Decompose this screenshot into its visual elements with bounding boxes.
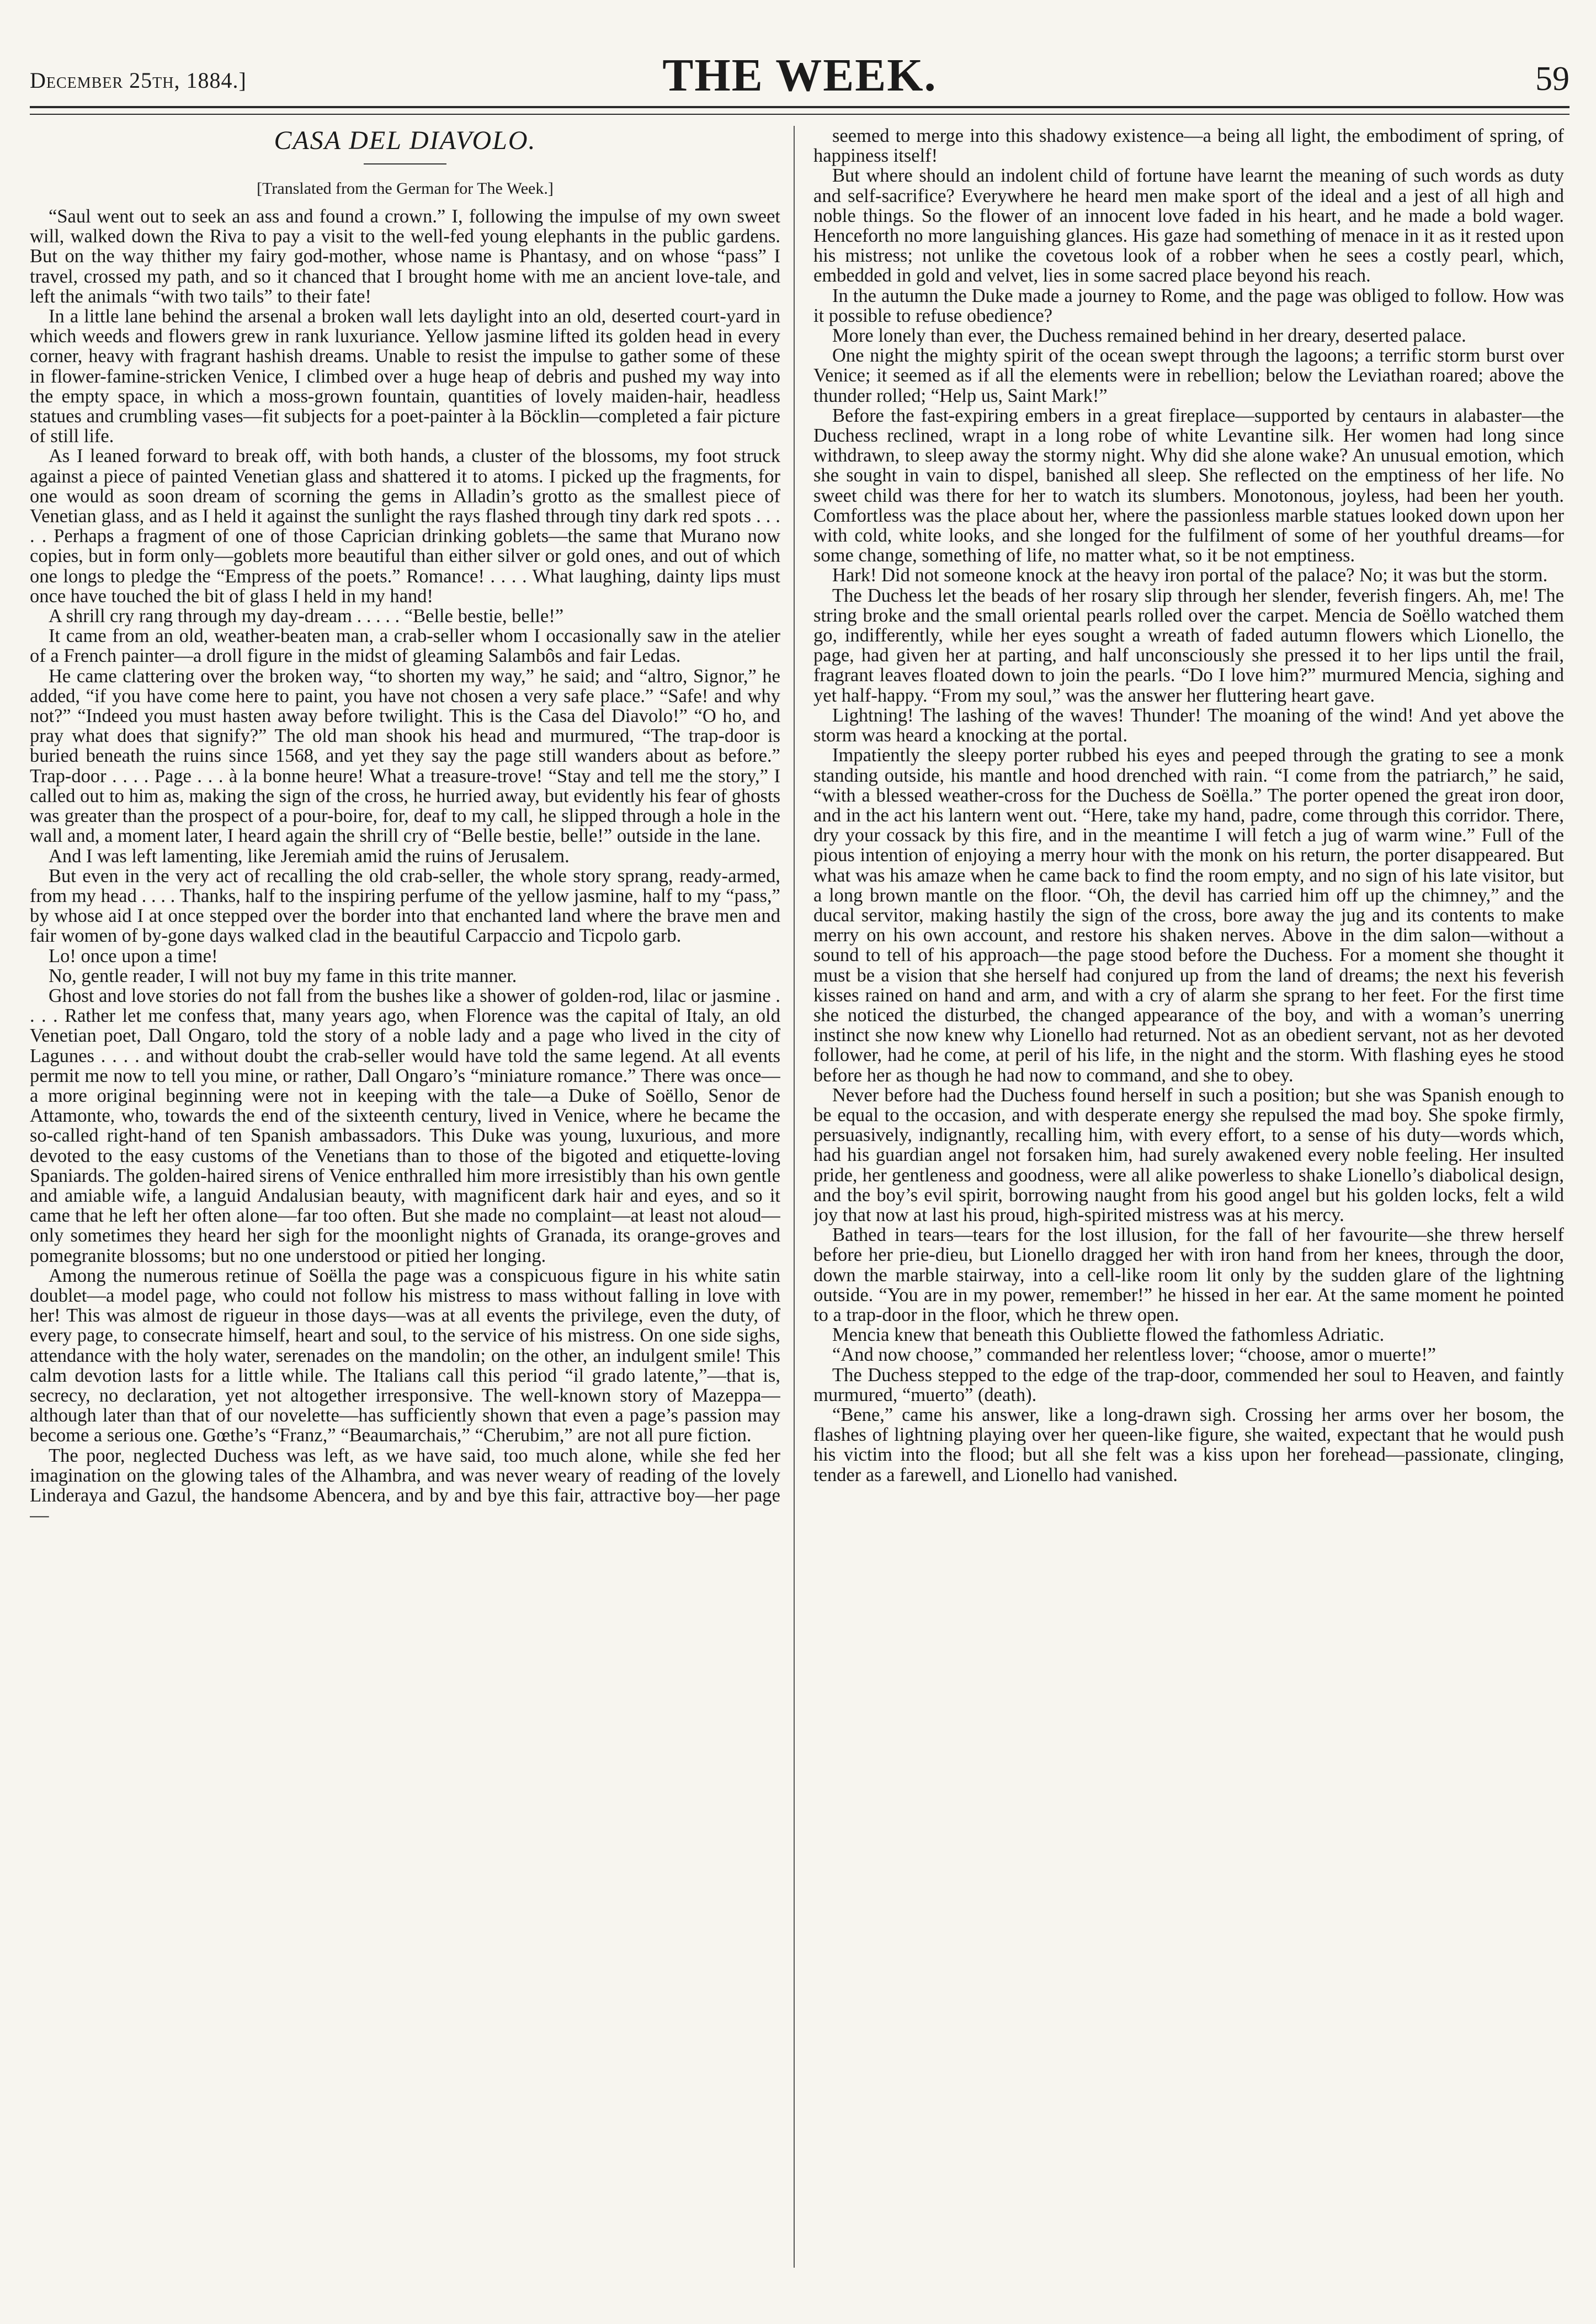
article-subtitle: [Translated from the German for The Week.] — [257, 179, 554, 198]
paragraph: seemed to merge into this shadowy existence—a being all light, the embodiment of spring, of happiness itself! — [813, 126, 1564, 167]
column-divider — [794, 126, 795, 2268]
paragraph: It came from an old, weather-beaten man, a crab-seller whom I occasionally saw in the atelier of a French painter—a droll figure in the midst of gleaming Salambôs and fair Ledas. — [30, 625, 780, 667]
paragraph: Mencia knew that beneath this Oubliette flowed the fathomless Adriatic. — [832, 1324, 1385, 1346]
right-column — [813, 126, 1564, 2279]
paragraph: The poor, neglected Duchess was left, as we have said, too much alone, while she fed her imagination on the glowing tales of the Alhambra, and was never weary of reading of the lovely Linderaya and Gazul, the handsome Abencera, and by and bye this fair, attractive boy—her page— — [30, 1445, 780, 1526]
paragraph: “Saul went out to seek an ass and found a crown.” I, following the impulse of my own sweet will, walked down the Riva to pay a visit to the well-fed young elephants in the public gardens. But on the way thither my fairy god-mother, whose name is Phantasy, and on whose “pass” I travel, crossed my path, and so it chanced that I brought home with me an ancient love-tale, and left the animals “with two tails” to their fate! — [30, 206, 780, 307]
paragraph: He came clattering over the broken way, “to shorten my way,” he said; and “altro, Signor,” he added, “if you have come here to paint, you have not chosen a very safe place.” “Safe! and why not?” “Indeed you must hasten away before twilight. This is the Casa del Diavolo!” “O ho, and pray what does that signify?” The old man shook his head and murmured, “The trap-door is buried beneath the ruins since 1568, and yet they say the page still wanders about as before.” Trap-door . . . . Page . . . à la bonne heure! What a treasure-trove! “Stay and tell me the story,” I called out to him as, making the sign of the cross, he hurried away, but evidently his fear of ghosts was greater than the prospect of a pour-boire, for, deaf to my call, he slipped through a hole in the wall and, a moment later, I heard again the shrill cry of “Belle bestie, belle!” outside in the lane. — [30, 665, 780, 847]
paragraph: In the autumn the Duke made a journey to Rome, and the page was obliged to follow. How was it possible to refuse obedience? — [813, 285, 1564, 326]
right-column-body — [813, 126, 1564, 1485]
header-rule-thin — [30, 114, 1570, 115]
header-rule — [30, 106, 1570, 108]
paragraph: The Duchess stepped to the edge of the trap-door, commended her soul to Heaven, and faintly murmured, “muerto” (death). — [813, 1364, 1564, 1405]
paragraph: The Duchess let the beads of her rosary slip through her slender, feverish fingers. Ah, me! The string broke and the small oriental pearls rolled over the carpet. Mencia de Soëllo watched them go, indifferently, while her eyes sought a wreath of faded autumn flowers which Lionello, the page, had given her at parting, and half unconsciously she pressed it to her lips until the frail, fragrant leaves floated down to join the pearls. “Do I love him?” murmured Mencia, sighing and yet half-happy. “From my soul,” was the answer her fluttering heart gave. — [813, 585, 1564, 706]
publication-title: THE WEEK. — [662, 50, 937, 101]
paragraph: “And now choose,” commanded her relentless lover; “choose, amor o muerte!” — [832, 1344, 1437, 1366]
paragraph: Bathed in tears—tears for the lost illusion, for the fall of her favourite—she threw herself before her prie-dieu, but Lionello dragged her with iron hand from her knees, through the door, down the marble stairway, into a cell-like room lit only by the sudden glare of the lightning outside. “You are in my power, remember!” he hissed in her ear. At the same moment he pointed to a trap-door in the floor, which he threw open. — [813, 1224, 1564, 1325]
paragraph: Impatiently the sleepy porter rubbed his eyes and peeped through the grating to see a monk standing outside, his mantle and hood drenched with rain. “I come from the patriarch,” he said, “with a blessed weather-cross for the Duchess de Soëlla.” The porter opened the great iron door, and in the act his lantern went out. “Here, take my hand, padre, come through this corridor. There, dry your cossack by this fire, and in the meantime I will fetch a jug of warm wine.” Full of the pious intention of enjoying a merry hour with the monk on his return, the porter disappeared. But what was his amaze when he came back to find the room empty, and no sign of his late visitor, but a long brown mantle on the floor. “Oh, the devil has carried him off up the chimney,” and the ducal servitor, making hastily the sign of the cross, bore away the jug and its contents to make merry on his own account, and restore his shaken nerves. Above in the dim salon—without a sound to tell of his approach—the page stood before the Duchess. For a moment she thought it must be a vision that she herself had conjured up from the land of dreams; the next his feverish kisses rained on hand and arm, and with a cry of alarm she sprang to her feet. For the first time she noticed the disturbed, the changed appearance of the boy, and with a woman’s unerring instinct she now knew why Lionello had returned. Not as an obedient servant, not as her devoted follower, had he come, at peril of his life, in the night and the storm. With flashing eyes he stood before her as though he had now to command, and she to obey. — [813, 745, 1564, 1086]
issue-date: December 25th, 1884.] — [30, 68, 247, 93]
paragraph: Before the fast-expiring embers in a great fireplace—supported by centaurs in alabaster—the Duchess reclined, wrapt in a long robe of white Levantine silk. Her women had long since withdrawn, to sleep away the stormy night. Why did she alone wake? An unusual emotion, which she sought in vain to dispel, banished all sleep. She reflected on the emptiness of her life. No sweet child was there for her to watch its slumbers. Monotonous, joyless, had been her youth. Comfortless was the place about her, where the passionless marble statues looked down upon her with cold, white looks, and she longed for the fulfilment of some of her youthful dreams—for some change, something of life, no matter what, so it be not emptiness. — [813, 405, 1564, 566]
paragraph: As I leaned forward to break off, with both hands, a cluster of the blossoms, my foot struck against a piece of painted Venetian glass and shattered it to atoms. I picked up the fragments, for one would as soon dream of scorning the gems in Alladin’s grotto as the smallest piece of Venetian glass, and as I held it against the sunlight the rays flashed through tiny dark red spots . . . . . Perhaps a fragment of one of those Caprician drinking goblets—the same that Murano now copies, but in form only—goblets more beautiful than either silver or gold ones, and out of which one longs to pledge the “Empress of the poets.” Romance! . . . . What laughing, dainty lips must once have touched the bit of glass I held in my hand! — [30, 445, 780, 607]
paragraph: Hark! Did not someone knock at the heavy iron portal of the palace? No; it was but the storm. — [832, 565, 1548, 586]
title-divider — [364, 163, 446, 165]
paragraph: A shrill cry rang through my day-dream . . . . . “Belle bestie, belle!” — [49, 606, 564, 627]
article-title: CASA DEL DIAVOLO. — [274, 126, 536, 155]
paragraph: Never before had the Duchess found herself in such a position; but she was Spanish enough to be equal to the occasion, and with desperate energy she repulsed the mad boy. She spoke firmly, persuasively, indignantly, recalling him, with every effort, to a sense of his duty—words which, had his guardian angel not forsaken him, had surely awakened every noble feeling. Her insulted pride, her gentleness and goodness, were all alike powerless to shake Lionello’s diabolical design, and the boy’s evil spirit, borrowing naught from his good angel but his golden locks, felt a wild joy that now at last his proud, high-spirited mistress was at his mercy. — [813, 1084, 1564, 1225]
paragraph: One night the mighty spirit of the ocean swept through the lagoons; a terrific storm burst over Venice; it seemed as if all the elements were in rebellion; below the Leviathan roared; above the thunder rolled; “Help us, Saint Mark!” — [813, 345, 1564, 406]
paragraph: But where should an indolent child of fortune have learnt the meaning of such words as duty and self-sacrifice? Everywhere he heard men make sport of the ideal and a jest of all high and noble things. So the flower of an innocent love faded in his heart, and he made a bold wager. Henceforth no more languishing glances. His gaze had something of menace in it as it rested upon his mistress; not unlike the covetous look of a robber when he sees a costly pearl, which, embedded in gold and velvet, lies in some sacred place beyond his reach. — [813, 165, 1564, 286]
paragraph: But even in the very act of recalling the old crab-seller, the whole story sprang, ready-armed, from my head . . . . Thanks, half to the inspiring perfume of the yellow jasmine, half to my “pass,” by whose aid I at once stepped over the border into that enchanted land where the brave men and fair women of by-gone days walked clad in the beautiful Carpaccio and Ticpolo garb. — [30, 865, 780, 947]
paragraph: “Bene,” came his answer, like a long-drawn sigh. Crossing her arms over her bosom, the flashes of lightning playing over her queen-like figure, she waited, expectant that he would push his victim into the flood; but all she felt was a kiss upon her forehead—passionate, clinging, tender as a farewell, and Lionello had vanished. — [813, 1404, 1564, 1485]
paragraph: And I was left lamenting, like Jeremiah amid the ruins of Jerusalem. — [49, 845, 570, 867]
paragraph: In a little lane behind the arsenal a broken wall lets daylight into an old, deserted court-yard in which weeds and flowers grew in rank luxuriance. Yellow jasmine lifted its golden head in every corner, heavy with fragrant hashish dreams. Unable to resist the impulse to gather some of these in flower-famine-stricken Venice, I climbed over a huge heap of debris and pushed my way into the empty space, in which a moss-grown fountain, quantities of lovely maiden-hair, headless statues and crumbling vases—fit subjects for a poet-painter à la Böcklin—completed a fair picture of still life. — [30, 306, 780, 447]
page-number: 59 — [1535, 60, 1570, 98]
left-column — [30, 126, 780, 2279]
paragraph: Among the numerous retinue of Soëlla the page was a conspicuous figure in his white satin doublet—a model page, who could not follow his mistress to mass without falling in love with her! This was almost de rigueur in those days—was at all events the privilege, even the duty, of every page, to consecrate himself, heart and soul, to the service of his mistress. On one side sighs, attendance with the holy water, serenades on the mandolin; on the other, an indulgent smile! This calm devotion lasts for a little while. The Italians call this period “il grado latente,”—that is, secrecy, no declaration, yet not altogether irresponsive. The well-known story of Mazeppa—although later than that of our novelette—has sufficiently shown that even a page’s passion may become a serious one. Gœthe’s “Franz,” “Beaumarchais,” “Cherubim,” are not all pure fiction. — [30, 1265, 780, 1446]
paragraph: Lo! once upon a time! — [49, 945, 218, 967]
page-header — [30, 44, 1570, 105]
paragraph: More lonely than ever, the Duchess remained behind in her dreary, deserted palace. — [832, 325, 1466, 347]
paragraph: No, gentle reader, I will not buy my fame in this trite manner. — [49, 965, 517, 986]
paragraph: Lightning! The lashing of the waves! Thunder! The moaning of the wind! And yet above the storm was heard a knocking at the portal. — [813, 704, 1564, 746]
left-column-body — [30, 206, 780, 1525]
paragraph: Ghost and love stories do not fall from the bushes like a shower of golden-rod, lilac or jasmine . . . . Rather let me confess that, many years ago, when Florence was the capital of Italy, an old Venetian poet, Dall Ongaro, told the story of a noble lady and a page who lived in the city of Lagunes . . . . and without doubt the crab-seller would have told the same legend. At all events permit me now to tell you mine, or rather, Dall Ongaro’s “miniature romance.” There was once—a more original beginning were not in keeping with the tale—a Duke of Soëllo, Senor de Attamonte, who, towards the end of the sixteenth century, lived in Venice, where he became the so-called right-hand of ten Spanish ambassadors. This Duke was young, luxurious, and more devoted to the easy customs of the Venetians than to those of the bigoted and etiquette-loving Spaniards. The golden-haired sirens of Venice enthralled him more irresistibly than his own gentle and amiable wife, a languid Andalusian beauty, with magnificent dark hair and eyes, and so it came that he left her often alone—far too often. But she made no complaint—at least not aloud—only sometimes they heard her sigh for the moonlight nights of Granada, its orange-groves and pomegranite blossoms; but no one understood or pitied her longing. — [30, 985, 780, 1266]
